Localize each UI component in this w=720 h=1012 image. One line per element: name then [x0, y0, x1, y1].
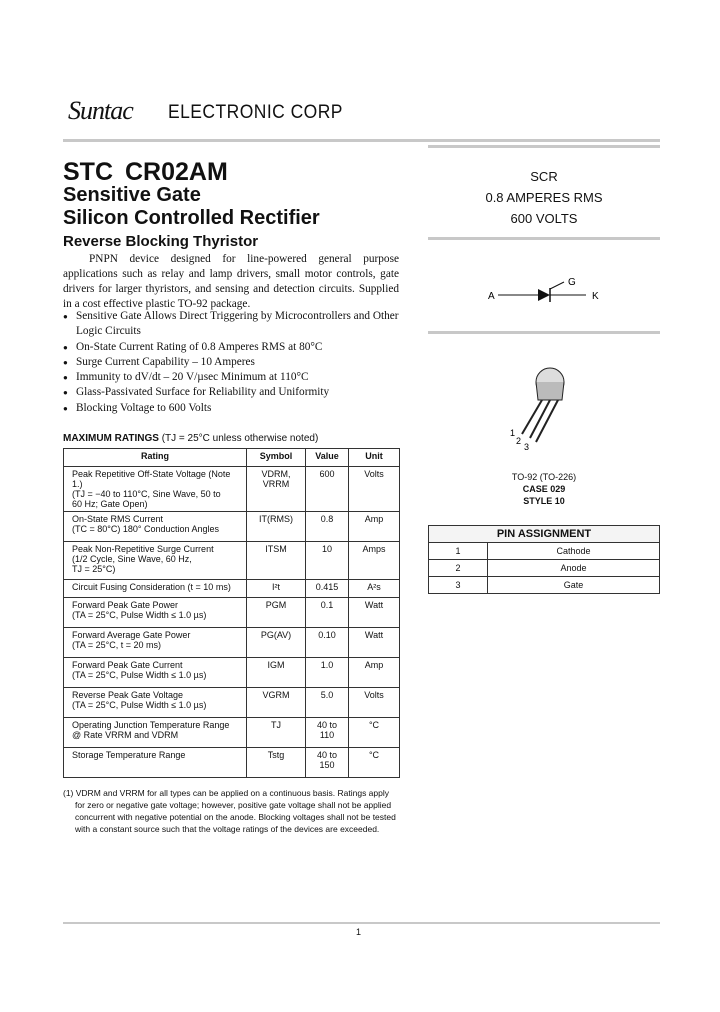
rating-cell	[64, 542, 247, 580]
symbol-cell: VGRM	[247, 688, 306, 718]
symbol-cell: IT(RMS)	[247, 512, 306, 542]
bottom-divider	[63, 922, 660, 924]
pin-3-label: 3	[524, 442, 530, 452]
pin-number: 2	[429, 560, 488, 577]
value-cell: 0.415	[306, 580, 349, 598]
table-row	[429, 543, 660, 560]
description-text: PNPN device designed for line-powered general purpose applications such as relay and lamp drivers, small motor controls, gate drivers for larger thyristors, and sensing and detection circuits. Supplied in a cost effective plastic TO-92 package.	[63, 253, 399, 310]
symbol-cell: PGM	[247, 598, 306, 628]
feature-list	[63, 309, 403, 416]
subtitle-3: Reverse Blocking Thyristor	[63, 233, 259, 250]
right-divider-3	[428, 331, 660, 334]
package-style: STYLE 10	[523, 496, 565, 506]
company-name: ELECTRONIC CORP	[168, 102, 343, 123]
diode-triangle	[538, 289, 550, 301]
unit-cell: A²s	[349, 580, 400, 598]
page-number: 1	[356, 927, 362, 937]
package-case: CASE 029	[522, 484, 566, 494]
feature-item: ● Immunity to dV/dt – 20 V/µsec Minimum at 110°C	[63, 370, 403, 385]
symbol-cell: ITSM	[247, 542, 306, 580]
rating-line: Reverse Peak Gate Voltage	[72, 690, 184, 700]
rating-line: (1/2 Cycle, Sine Wave, 60 Hz,	[72, 554, 192, 564]
value-cell: 0.8	[306, 512, 349, 542]
table-row	[429, 577, 660, 594]
max-ratings-title	[63, 433, 318, 444]
value-cell: 600	[306, 467, 349, 512]
anode-label: A	[488, 291, 495, 302]
rating-line: Forward Average Gate Power	[72, 630, 191, 640]
right-divider-1	[428, 145, 660, 148]
unit-cell: Watt	[349, 628, 400, 658]
col-header-rating: Rating	[64, 449, 247, 467]
summary-voltage: 600 VOLTS	[510, 211, 578, 226]
rating-line: Peak Non-Repetitive Surge Current	[72, 544, 214, 554]
rating-line: (TA = 25°C, t = 20 ms)	[72, 640, 161, 650]
page-title	[63, 158, 228, 187]
value-cell: 0.1	[306, 598, 349, 628]
value-cell: 10	[306, 542, 349, 580]
max-ratings-heading: MAXIMUM RATINGS	[63, 433, 159, 444]
max-ratings-table	[63, 448, 400, 778]
gate-lead	[550, 282, 564, 289]
symbol-cell: TJ	[247, 718, 306, 748]
table-row	[64, 467, 400, 512]
symbol-cell: IGM	[247, 658, 306, 688]
rating-cell	[64, 467, 247, 512]
rating-line: Peak Repetitive Off-State Voltage (Note 1.)	[72, 469, 231, 489]
gate-label: G	[568, 277, 576, 288]
pin-2-label: 2	[516, 436, 522, 446]
rating-line: (TJ = −40 to 110°C, Sine Wave, 50 to	[72, 489, 221, 499]
unit-cell: Amps	[349, 542, 400, 580]
pin-assignment-table	[428, 525, 660, 594]
max-ratings-condition: (TJ = 25°C unless otherwise noted)	[161, 433, 319, 444]
pin-number: 3	[429, 577, 488, 594]
unit-cell: Amp	[349, 658, 400, 688]
rating-line: Storage Temperature Range	[72, 750, 186, 760]
device-summary	[428, 166, 660, 229]
table-row	[64, 718, 400, 748]
pin-1-label: 1	[510, 428, 516, 438]
pin-name: Gate	[488, 577, 660, 594]
rating-line: Operating Junction Temperature Range	[72, 720, 230, 730]
scr-symbol	[480, 272, 610, 312]
rating-cell	[64, 512, 247, 542]
unit-cell: Volts	[349, 467, 400, 512]
rating-line: (TC = 80°C) 180° Conduction Angles	[72, 524, 220, 534]
unit-cell: °C	[349, 748, 400, 778]
feature-item: ● Surge Current Capability – 10 Amperes	[63, 355, 403, 370]
pin-name: Anode	[488, 560, 660, 577]
to92-package-drawing	[500, 360, 580, 460]
rating-cell	[64, 748, 247, 778]
package-caption	[428, 471, 660, 507]
footnote-text: (1) VDRM and VRRM for all types can be applied on a continuous basis. Ratings apply for zero or negative gate voltage; however, positive gate voltage shall not be applied concurrent with negative potential on the anode. Blocking voltages shall not be tested with a constant source such that the voltage ratings of the devices are exceeded.	[63, 788, 396, 834]
feature-item: ● Sensitive Gate Allows Direct Triggering by Microcontrollers and Other Logic Circuits	[63, 309, 403, 340]
feature-item: ● Blocking Voltage to 600 Volts	[63, 401, 403, 416]
unit-cell: Watt	[349, 598, 400, 628]
rating-line: (TA = 25°C, Pulse Width ≤ 1.0 µs)	[72, 670, 207, 680]
subtitle-1: Sensitive Gate	[63, 184, 201, 206]
table-row	[64, 542, 400, 580]
unit-cell: Volts	[349, 688, 400, 718]
col-header-unit: Unit	[349, 449, 400, 467]
rating-line: (TA = 25°C, Pulse Width ≤ 1.0 µs)	[72, 700, 207, 710]
rating-line: @ Rate VRRM and VDRM	[72, 730, 179, 740]
unit-cell: °C	[349, 718, 400, 748]
feature-item: ● Glass-Passivated Surface for Reliability and Uniformity	[63, 385, 403, 400]
top-divider	[63, 139, 660, 142]
value-cell: 1.0	[306, 658, 349, 688]
summary-current: 0.8 AMPERES RMS	[485, 190, 603, 205]
rating-cell	[64, 598, 247, 628]
right-divider-2	[428, 237, 660, 240]
table-row	[64, 688, 400, 718]
rating-line: Forward Peak Gate Power	[72, 600, 179, 610]
value-cell: 5.0	[306, 688, 349, 718]
subtitle-2: Silicon Controlled Rectifier	[63, 207, 320, 229]
rating-cell	[64, 628, 247, 658]
value-cell: 40 to 150	[306, 748, 349, 778]
col-header-value: Value	[306, 449, 349, 467]
table-row	[64, 658, 400, 688]
col-header-symbol: Symbol	[247, 449, 306, 467]
pin-1-lead	[522, 400, 542, 434]
symbol-cell: VDRM, VRRM	[247, 467, 306, 512]
rating-line: (TA = 25°C, Pulse Width ≤ 1.0 µs)	[72, 610, 207, 620]
description	[63, 252, 399, 312]
table-row	[64, 598, 400, 628]
rating-line: On-State RMS Current	[72, 514, 164, 524]
rating-line: TJ = 25°C)	[72, 564, 116, 574]
rating-cell	[64, 688, 247, 718]
summary-type: SCR	[530, 169, 558, 184]
pin-number: 1	[429, 543, 488, 560]
package-type: TO-92 (TO-226)	[511, 472, 577, 482]
symbol-cell: Tstg	[247, 748, 306, 778]
table-row	[64, 512, 400, 542]
value-cell: 0.10	[306, 628, 349, 658]
rating-cell	[64, 658, 247, 688]
package-front	[536, 382, 564, 400]
rating-cell	[64, 718, 247, 748]
footnote	[63, 787, 399, 835]
rating-line: 60 Hz; Gate Open)	[72, 499, 148, 509]
symbol-cell: PG(AV)	[247, 628, 306, 658]
title-prefix: STC	[63, 158, 113, 186]
cathode-label: K	[592, 291, 599, 302]
unit-cell: Amp	[349, 512, 400, 542]
feature-item: ● On-State Current Rating of 0.8 Amperes RMS at 80°C	[63, 340, 403, 355]
rating-line: Circuit Fusing Consideration (t = 10 ms)	[72, 582, 231, 592]
pin-name: Cathode	[488, 543, 660, 560]
table-row	[429, 560, 660, 577]
table-row	[64, 628, 400, 658]
rating-cell	[64, 580, 247, 598]
symbol-cell: I²t	[247, 580, 306, 598]
value-cell: 40 to 110	[306, 718, 349, 748]
rating-line: Forward Peak Gate Current	[72, 660, 183, 670]
table-row	[64, 580, 400, 598]
logo-script: Suntac	[68, 96, 133, 125]
part-number: CR02AM	[125, 158, 228, 186]
table-row	[64, 748, 400, 778]
pin-assignment-title: PIN ASSIGNMENT	[429, 526, 660, 543]
